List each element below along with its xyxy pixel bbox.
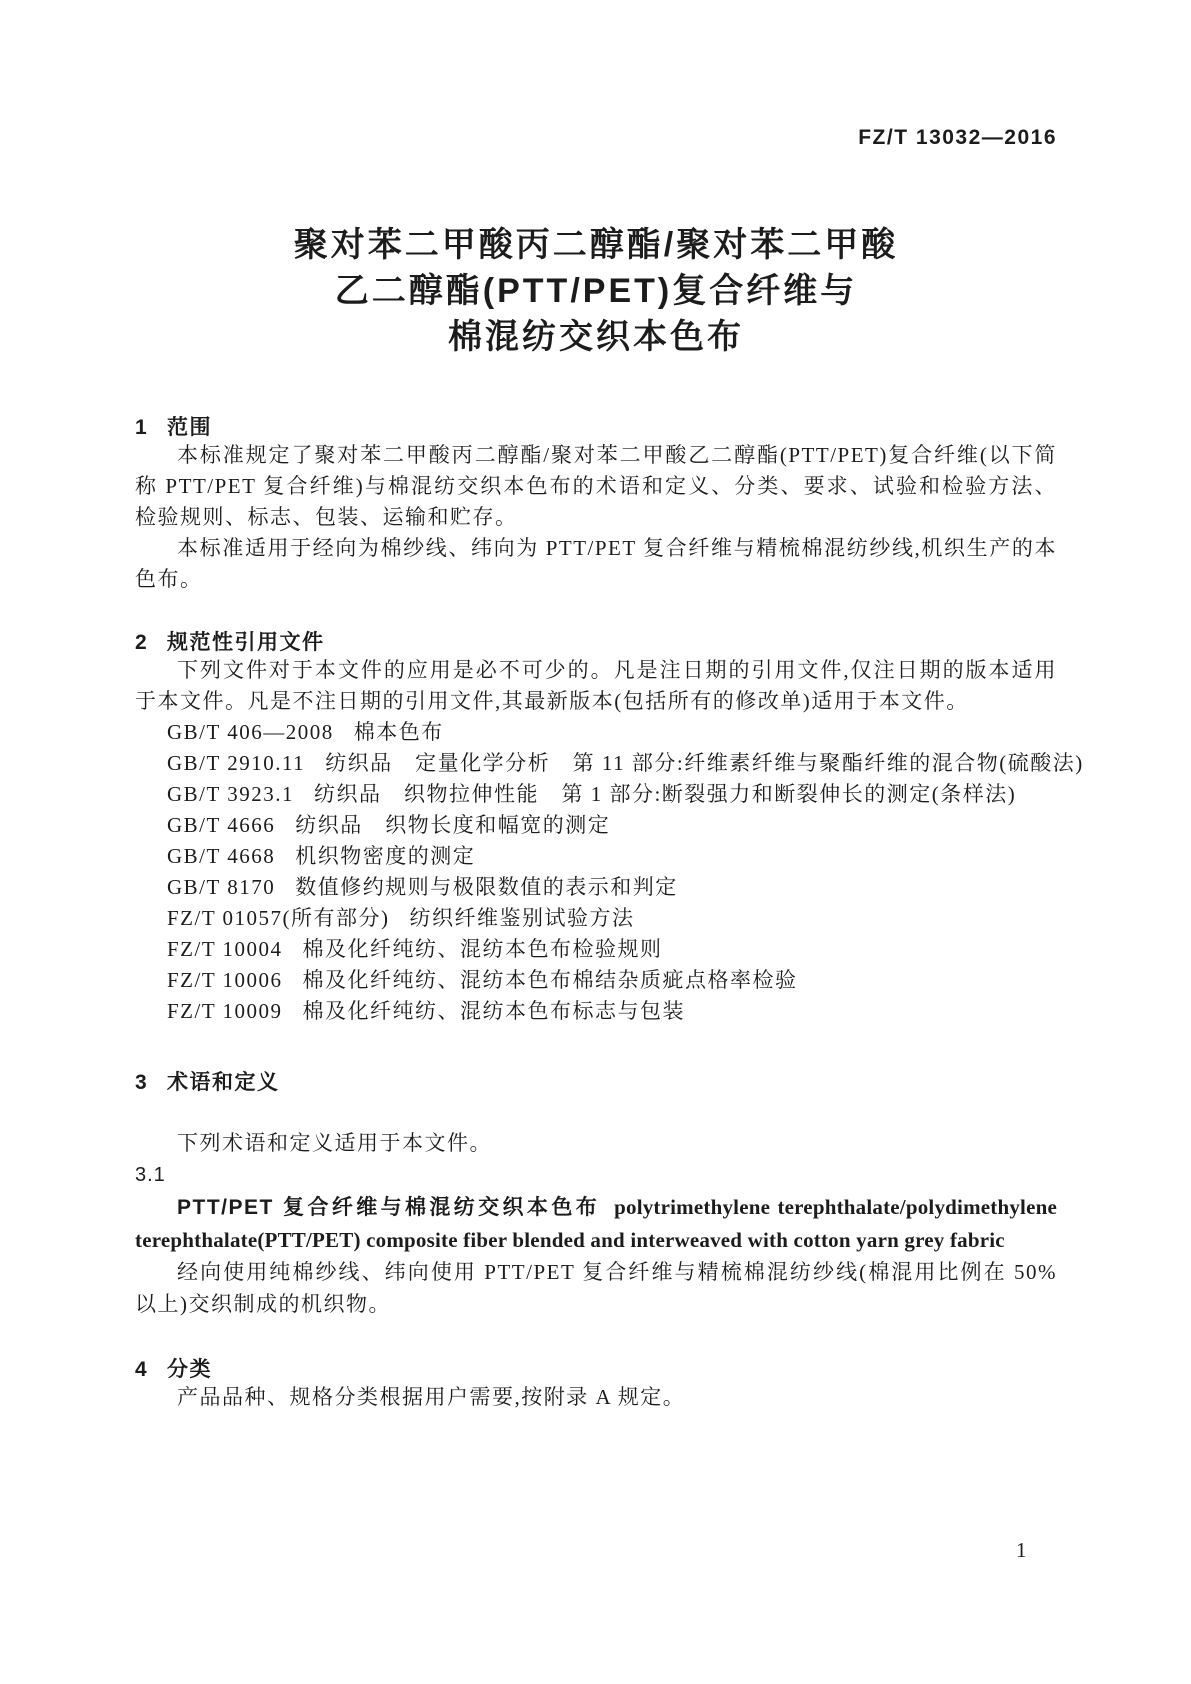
reference-title: 纺织品 织物拉伸性能 第 1 部分:断裂强力和断裂伸长的测定(条样法): [313, 782, 1017, 806]
reference-code: FZ/T 10004: [167, 937, 283, 961]
reference-item: [167, 934, 1057, 965]
reference-title: 纺织品 定量化学分析 第 11 部分:纤维素纤维与聚酯纤维的混合物(硫酸法): [325, 751, 1084, 775]
reference-code: GB/T 4668: [167, 844, 276, 868]
reference-item: [167, 872, 1057, 903]
page-content: [135, 0, 1084, 1413]
section-1-heading: [135, 416, 1057, 440]
document-title-line-3: 棉混纺交织本色布: [448, 318, 744, 356]
term-definition-title: [135, 1191, 1057, 1256]
references-list: [135, 717, 1084, 1027]
section-2-number: 2: [135, 631, 149, 654]
section-2-heading: [135, 631, 1057, 655]
reference-item: [167, 779, 1057, 810]
page-number: 1: [1016, 1538, 1027, 1562]
reference-code: GB/T 4666: [167, 813, 276, 837]
reference-item: [167, 996, 1057, 1027]
term-definition-text: 经向使用纯棉纱线、纬向使用 PTT/PET 复合纤维与精梳棉混纺纱线(棉混用比例在 50%以上)交织制成的机织物。: [135, 1260, 1057, 1316]
reference-code: GB/T 3923.1: [167, 782, 294, 806]
reference-title: 机织物密度的测定: [295, 844, 476, 868]
section-1-paragraph-1: 本标准规定了聚对苯二甲酸丙二醇酯/聚对苯二甲酸乙二醇酯(PTT/PET)复合纤维(以下简称 PTT/PET 复合纤维)与棉混纺交织本色布的术语和定义、分类、要求、试验和检验方法、检验规则、标志、包装、运输和贮存。: [135, 443, 1057, 529]
document-title-line-2: 乙二醇酯(PTT/PET)复合纤维与: [334, 272, 858, 310]
section-2-intro: 下列文件对于本文件的应用是必不可少的。凡是注日期的引用文件,仅注日期的版本适用于本文件。凡是不注日期的引用文件,其最新版本(包括所有的修改单)适用于本文件。: [135, 658, 1057, 713]
reference-code: GB/T 2910.11: [167, 751, 306, 775]
section-1-number: 1: [135, 416, 149, 439]
reference-code: FZ/T 10006: [167, 968, 283, 992]
reference-title: 棉及化纤纯纺、混纺本色布棉结杂质疵点格率检验: [302, 968, 798, 992]
standard-code: FZ/T 13032—2016: [858, 126, 1057, 149]
document-title-line-1: 聚对苯二甲酸丙二醇酯/聚对苯二甲酸: [293, 226, 899, 264]
term-chinese: PTT/PET 复合纤维与棉混纺交织本色布: [177, 1196, 601, 1219]
reference-code: FZ/T 10009: [167, 999, 283, 1023]
reference-item: [167, 841, 1057, 872]
reference-item: [167, 717, 1057, 748]
reference-item: [167, 810, 1057, 841]
reference-code: GB/T 8170: [167, 875, 276, 899]
reference-code: GB/T 406—2008: [167, 720, 334, 744]
reference-title: 棉本色布: [353, 720, 444, 744]
section-3-intro: 下列术语和定义适用于本文件。: [177, 1131, 492, 1155]
reference-code: FZ/T 01057(所有部分): [167, 906, 390, 930]
section-4-label: 分类: [167, 1358, 212, 1381]
section-4-paragraph: 产品品种、规格分类根据用户需要,按附录 A 规定。: [177, 1385, 686, 1409]
section-1-paragraph-2: 本标准适用于经向为棉纱线、纬向为 PTT/PET 复合纤维与精梳棉混纺纱线,机织生产的本色布。: [135, 536, 1057, 591]
reference-title: 棉及化纤纯纺、混纺本色布检验规则: [302, 937, 663, 961]
reference-title: 纺织品 织物长度和幅宽的测定: [295, 813, 611, 837]
reference-item: [167, 748, 1084, 779]
section-1-label: 范围: [167, 416, 212, 439]
section-3-label: 术语和定义: [167, 1071, 280, 1094]
section-4-heading: [135, 1358, 1057, 1382]
section-2-label: 规范性引用文件: [167, 631, 325, 654]
reference-title: 纺织纤维鉴别试验方法: [409, 906, 635, 930]
term-number: 3.1: [135, 1164, 166, 1186]
section-3-body: [135, 1127, 1057, 1320]
term-english: polytrimethylene terephthalate/polydimethylene terephthalate(PTT/PET) composite fiber blended and interweaved with cotton yarn grey fabric: [135, 1195, 1058, 1252]
section-3-heading: [135, 1071, 1057, 1095]
reference-item: [167, 965, 1057, 996]
section-4-number: 4: [135, 1358, 149, 1381]
section-3-number: 3: [135, 1071, 149, 1094]
reference-title: 数值修约规则与极限数值的表示和判定: [295, 875, 678, 899]
reference-title: 棉及化纤纯纺、混纺本色布标志与包装: [302, 999, 686, 1023]
document-title: [135, 222, 1057, 360]
reference-item: [167, 903, 1057, 934]
